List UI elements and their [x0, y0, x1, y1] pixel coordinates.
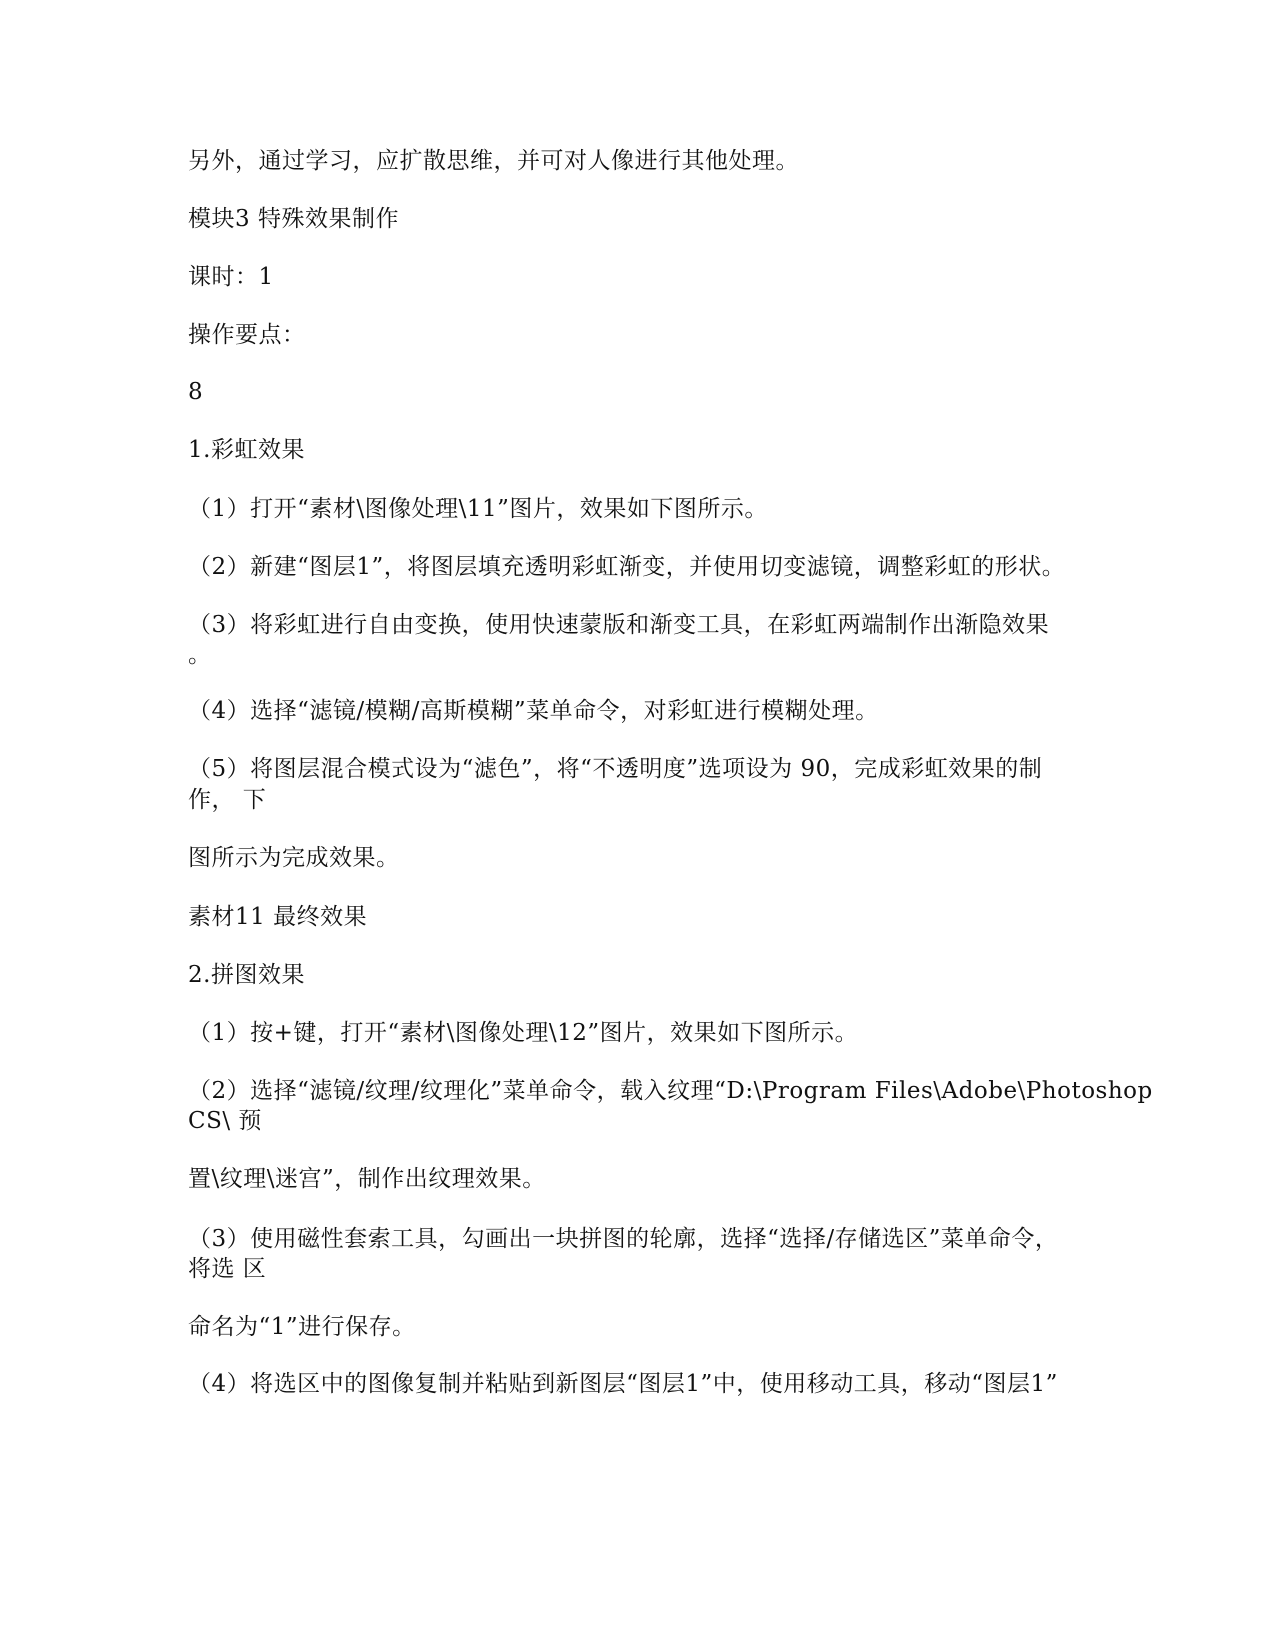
paragraph-intro: 另外，通过学习，应扩散思维，并可对人像进行其他处理。	[188, 148, 799, 174]
section-heading-rainbow: 1.彩虹效果	[188, 437, 305, 463]
section-heading-puzzle: 2.拼图效果	[188, 962, 305, 988]
step-rainbow-1: （1）打开“素材\图像处理\11”图片，效果如下图所示。	[188, 496, 768, 522]
step-rainbow-3-cont: 。	[188, 642, 212, 668]
step-puzzle-3-end: 命名为“1”进行保存。	[188, 1314, 416, 1340]
class-hours: 课时：1	[188, 264, 274, 290]
key-points-label: 操作要点：	[188, 322, 306, 348]
step-rainbow-3: （3）将彩虹进行自由变换，使用快速蒙版和渐变工具，在彩虹两端制作出渐隐效果	[188, 612, 1050, 638]
step-puzzle-3: （3）使用磁性套索工具，勾画出一块拼图的轮廓，选择“选择/存储选区”菜单命令，	[188, 1226, 1059, 1252]
step-rainbow-5: （5）将图层混合模式设为“滤色”，将“不透明度”选项设为 90，完成彩虹效果的制	[188, 756, 1043, 782]
module-heading: 模块3 特殊效果制作	[188, 206, 399, 232]
step-puzzle-3-cont: 将选 区	[188, 1256, 267, 1282]
step-puzzle-4: （4）将选区中的图像复制并粘贴到新图层“图层1”中，使用移动工具，移动“图层1”	[188, 1371, 1058, 1397]
step-rainbow-5-end: 图所示为完成效果。	[188, 845, 400, 871]
page-number: 8	[188, 379, 204, 405]
step-puzzle-2-end: 置\纹理\迷宫”，制作出纹理效果。	[188, 1166, 546, 1192]
step-rainbow-5-cont: 作， 下	[188, 787, 267, 813]
step-rainbow-2: （2）新建“图层1”，将图层填充透明彩虹渐变，并使用切变滤镜，调整彩虹的形状。	[188, 554, 1066, 580]
step-puzzle-1: （1）按+键，打开“素材\图像处理\12”图片，效果如下图所示。	[188, 1020, 859, 1046]
step-rainbow-4: （4）选择“滤镜/模糊/高斯模糊”菜单命令，对彩虹进行模糊处理。	[188, 698, 879, 724]
step-puzzle-2: （2）选择“滤镜/纹理/纹理化”菜单命令，载入纹理“D:\Program Files\Adobe\Photoshop	[188, 1078, 1153, 1104]
figure-caption-rainbow: 素材11 最终效果	[188, 904, 368, 930]
step-puzzle-2-cont: CS\ 预	[188, 1108, 262, 1134]
